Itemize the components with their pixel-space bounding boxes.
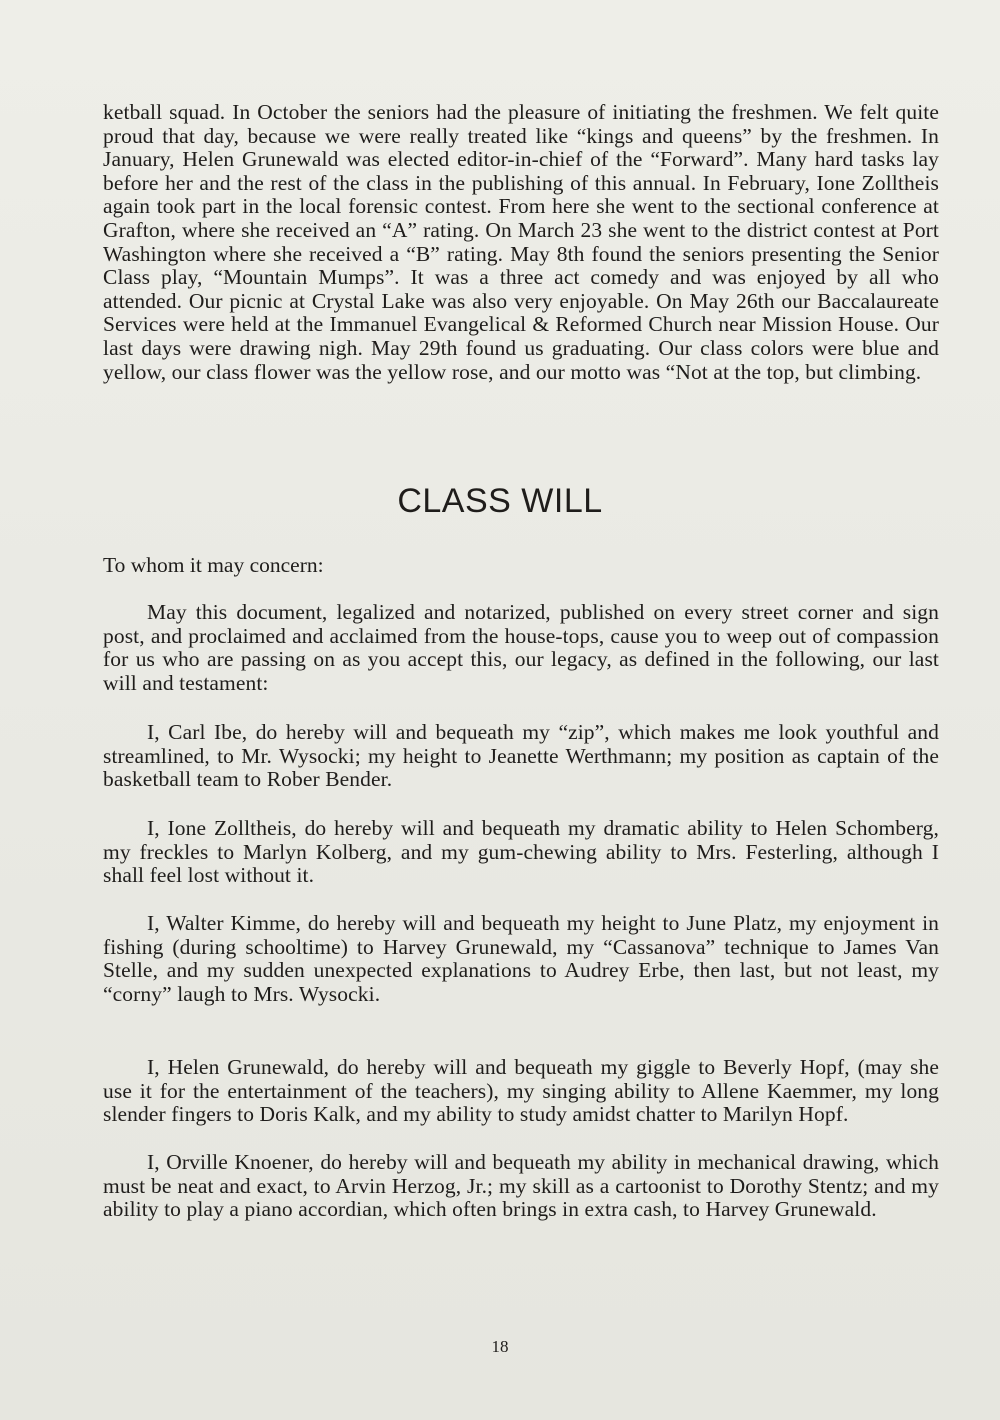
bequest-helen-grunewald: I, Helen Grunewald, do hereby will and bequeath my giggle to Beverly Hopf, (may she use it for the entertainment of the teachers), my singing ability to Allene Kaemmer, my long slender fingers to Doris Kalk, and my ability to study amidst chatter to Marilyn Hopf. xyxy=(103,1055,939,1127)
class-will-title: CLASS WILL xyxy=(397,482,603,520)
bequest-walter-kimme: I, Walter Kimme, do hereby will and bequeath my height to June Platz, my enjoyment in fishing (during schooltime) to Harvey Grunewald, my “Cassanova” technique to James Van Stelle, and my sudden unexpected explanations to Audrey Erbe, then last, but not least, my “corny” laugh to Mrs. Wysocki. xyxy=(103,911,939,1006)
bequest-ione-zolltheis: I, Ione Zolltheis, do hereby will and bequeath my dramatic ability to Helen Schomberg, my freckles to Marlyn Kolberg, and my gum-chewing ability to Mrs. Festerling, although I shall feel lost without it. xyxy=(103,816,939,888)
page-number: 18 xyxy=(491,1337,509,1356)
salutation: To whom it may concern: xyxy=(103,553,324,577)
will-intro-paragraph: May this document, legalized and notarized, published on every street corner and sign post, and proclaimed and acclaimed from the house-tops, cause you to weep out of compassion for us who are passing on as you accept this, our legacy, as defined in the following, our last will and testament: xyxy=(103,600,939,695)
class-history-paragraph: ketball squad. In October the seniors had the pleasure of initiating the freshmen. We felt quite proud that day, because we were really treated like “kings and queens” by the freshmen. In January, Helen Grunewald was elected editor-in-chief of the “Forward”. Many hard tasks lay before her and the rest of the class in the publishing of this annual. In February, Ione Zolltheis again took part in the local forensic contest. From here she went to the sectional conference at Grafton, where she received an “A” rating. On March 23 she went to the district contest at Port Washington where she received a “B” rating. May 8th found the seniors presenting the Senior Class play, “Mountain Mumps”. It was a three act comedy and was enjoyed by all who attended. Our picnic at Crystal Lake was also very enjoyable. On May 26th our Baccalaureate Services were held at the Immanuel Evangelical & Reformed Church near Mission House. Our last days were drawing nigh. May 29th found us graduating. Our class colors were blue and yellow, our class flower was the yellow rose, and our motto was “Not at the top, but climbing. xyxy=(103,100,939,384)
bequest-orville-knoener: I, Orville Knoener, do hereby will and bequeath my ability in mechanical drawing, which must be neat and exact, to Arvin Herzog, Jr.; my skill as a cartoonist to Dorothy Stentz; and my ability to play a piano accordian, which often brings in extra cash, to Harvey Grunewald. xyxy=(103,1150,939,1222)
bequest-carl-ibe: I, Carl Ibe, do hereby will and bequeath my “zip”, which makes me look youthful and streamlined, to Mr. Wysocki; my height to Jeanette Werthmann; my position as captain of the basketball team to Rober Bender. xyxy=(103,720,939,792)
